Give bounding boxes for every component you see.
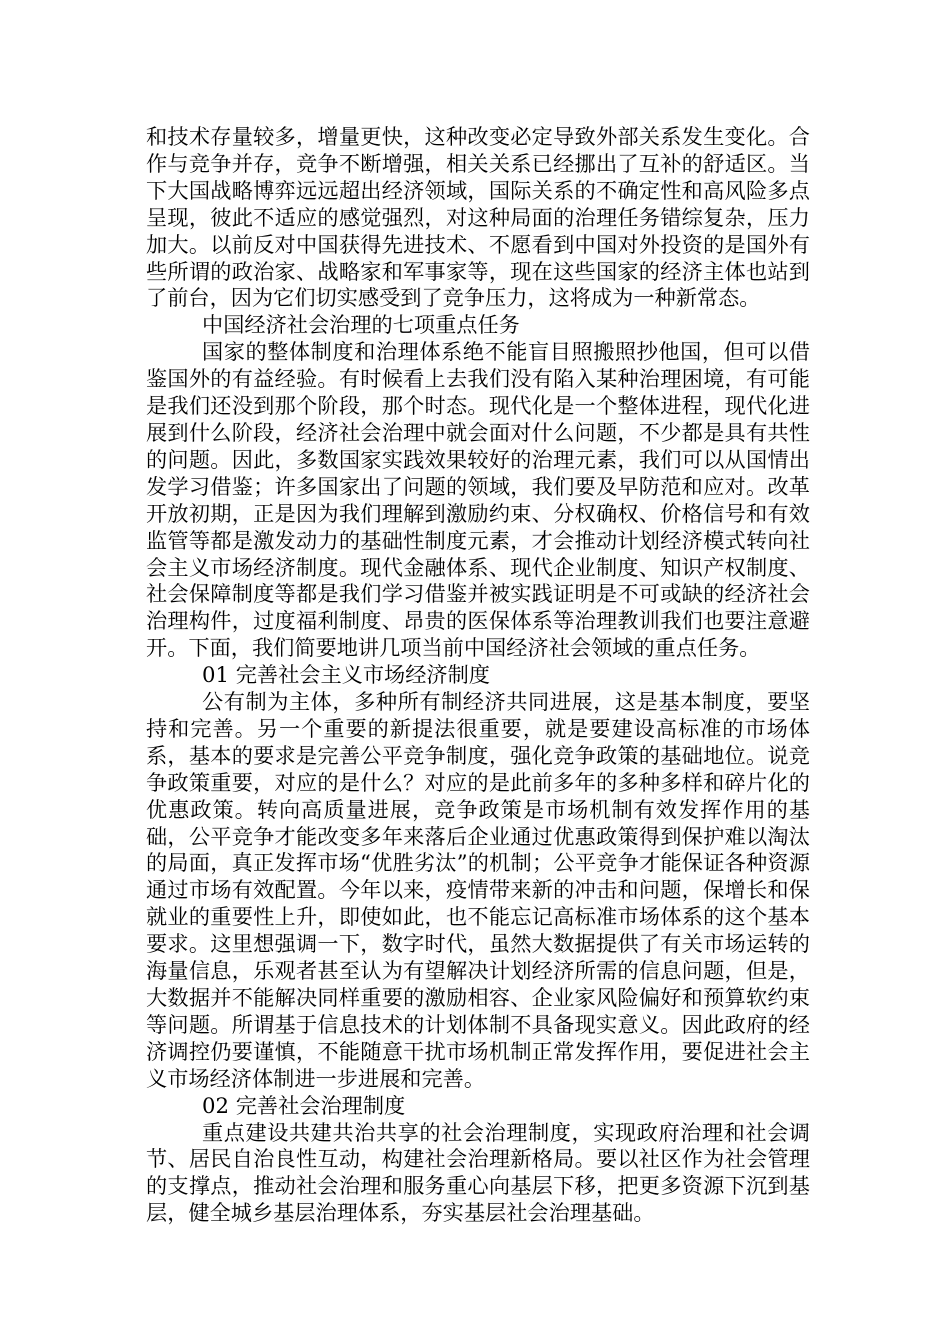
section-heading: 中国经济社会治理的七项重点任务: [202, 312, 520, 338]
document-page: [146, 124, 810, 1227]
body-paragraph: 公有制为主体，多种所有制经济共同进展，这是基本制度，要坚持和完善。另一个重要的新提法很重要，就是要建设高标准的市场体系，基本的要求是完善公平竞争制度，强化竞争政策的基础地位。说竞争政策重要，对应的是什么？对应的是此前多年的多种多样和碎片化的优惠政策。转向高质量进展，竞争政策是市场机制有效发挥作用的基础，公平竞争才能改变多年来落后企业通过优惠政策得到保护难以淘汰的局面，真正发挥市场“优胜劣汰”的机制；公平竞争才能保证各种资源通过市场有效配置。今年以来，疫情带来新的冲击和问题，保增长和保就业的重要性上升，即使如此，也不能忘记高标准市场体系的这个基本要求。这里想强调一下，数字时代，虽然大数据提供了有关市场运转的海量信息，乐观者甚至认为有望解决计划经济所需的信息问题，但是，大数据并不能解决同样重要的激励相容、企业家风险偏好和预算软约束等问题。所谓基于信息技术的计划体制不具备现实意义。因此政府的经济调控仍要谨慎，不能随意干扰市场机制正常发挥作用，要促进社会主义市场经济体制进一步进展和完善。: [146, 689, 810, 1091]
section-heading: 02 完善社会治理制度: [202, 1092, 406, 1118]
section-heading: 01 完善社会主义市场经济制度: [202, 662, 490, 688]
body-paragraph: 国家的整体制度和治理体系绝不能盲目照搬照抄他国，但可以借鉴国外的有益经验。有时候看上去我们没有陷入某种治理困境，有可能是我们还没到那个阶段，那个时态。现代化是一个整体进程，现代化进展到什么阶段，经济社会治理中就会面对什么问题，不少都是具有共性的问题。因此，多数国家实践效果较好的治理元素，我们可以从国情出发学习借鉴；许多国家出了问题的领域，我们要及早防范和应对。改革开放初期，正是因为我们理解到激励约束、分权确权、价格信号和有效监管等都是激发动力的基础性制度元素，才会推动计划经济模式转向社会主义市场经济制度。现代金融体系、现代企业制度、知识产权制度、社会保障制度等都是我们学习借鉴并被实践证明是不可或缺的经济社会治理构件，过度福利制度、昂贵的医保体系等治理教训我们也要注意避开。下面，我们简要地讲几项当前中国经济社会领域的重点任务。: [146, 339, 810, 661]
body-paragraph: 重点建设共建共治共享的社会治理制度，实现政府治理和社会调节、居民自治良性互动，构建社会治理新格局。要以社区作为社会管理的支撑点，推动社会治理和服务重心向基层下移，把更多资源下沉到基层，健全城乡基层治理体系，夯实基层社会治理基础。: [146, 1119, 810, 1226]
body-paragraph: 和技术存量较多，增量更快，这种改变必定导致外部关系发生变化。合作与竞争并存，竞争不断增强，相关关系已经挪出了互补的舒适区。当下大国战略博弈远远超出经济领域，国际关系的不确定性和高风险多点呈现，彼此不适应的感觉强烈，对这种局面的治理任务错综复杂，压力加大。以前反对中国获得先进技术、不愿看到中国对外投资的是国外有些所谓的政治家、战略家和军事家等，现在这些国家的经济主体也站到了前台，因为它们切实感受到了竞争压力，这将成为一种新常态。: [146, 124, 810, 311]
